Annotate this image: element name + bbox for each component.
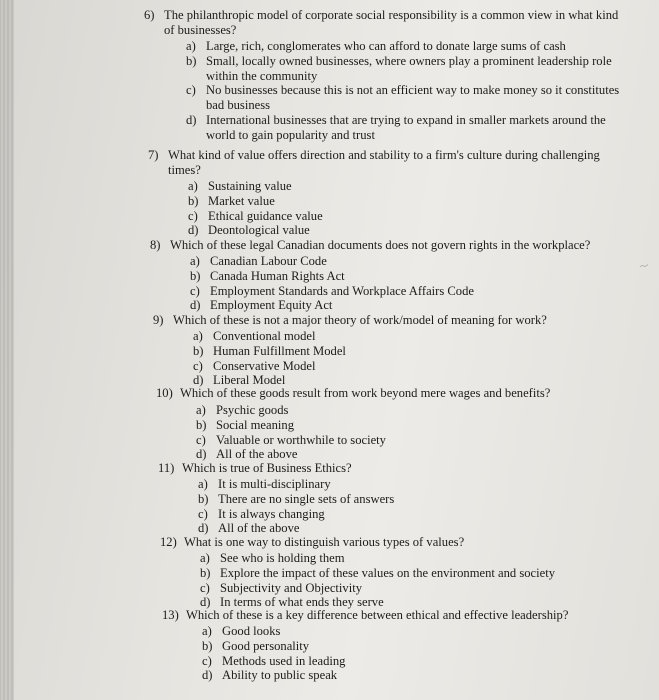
option-10a[interactable] <box>196 403 616 418</box>
question-9 <box>153 313 633 328</box>
options-9 <box>193 329 613 388</box>
option-letter: a) <box>202 624 212 638</box>
question-number: 10) <box>156 386 173 400</box>
option-letter: b) <box>186 53 197 68</box>
option-9a[interactable] <box>193 329 613 344</box>
option-letter: b) <box>200 565 211 580</box>
option-letter: d) <box>190 298 201 313</box>
option-letter: a) <box>186 39 196 53</box>
option-8a[interactable] <box>190 254 610 269</box>
option-text: Explore the impact of these values on the environment and society <box>220 565 556 580</box>
option-letter: d) <box>186 112 197 127</box>
option-text: Deontological value <box>208 223 310 238</box>
question-number: 12) <box>160 535 177 549</box>
question-text: The philanthropic model of corporate social responsibility is a common view in what kind of businesses? <box>164 8 619 37</box>
option-12b[interactable] <box>200 566 640 581</box>
option-text: Psychic goods <box>216 403 289 417</box>
option-text: Small, locally owned businesses, where owners play a prominent leadership role within the community <box>206 53 612 83</box>
option-13a[interactable] <box>202 624 622 639</box>
option-8c[interactable] <box>190 284 610 299</box>
option-text: Employment Equity Act <box>210 298 333 313</box>
option-10b[interactable] <box>196 418 616 433</box>
option-letter: c) <box>202 653 212 668</box>
options-8 <box>190 254 610 313</box>
option-letter: d) <box>188 223 199 238</box>
option-text: Market value <box>208 193 275 208</box>
option-10d[interactable] <box>196 447 616 462</box>
option-text: Human Fulfillment Model <box>213 343 346 358</box>
question-7 <box>148 148 628 177</box>
question-number: 7) <box>148 148 159 162</box>
question-number: 11) <box>158 461 175 475</box>
options-12 <box>200 551 640 610</box>
option-text: Ethical guidance value <box>208 208 323 223</box>
option-11b[interactable] <box>198 492 618 507</box>
question-11 <box>158 461 638 476</box>
option-letter: a) <box>198 477 208 491</box>
option-text: Good looks <box>222 624 281 638</box>
option-text: International businesses that are trying to expand in smaller markets around the world to gain popularity and trust <box>206 112 606 142</box>
option-11c[interactable] <box>198 507 618 522</box>
option-9c[interactable] <box>193 359 613 374</box>
option-13d[interactable] <box>202 668 622 683</box>
option-8d[interactable] <box>190 298 610 313</box>
question-number: 9) <box>153 313 164 327</box>
option-text: Good personality <box>222 638 310 653</box>
option-6b[interactable] <box>186 54 638 84</box>
option-text: Subjectivity and Objectivity <box>220 580 363 595</box>
options-11 <box>198 477 618 536</box>
option-letter: d) <box>202 668 213 683</box>
option-13c[interactable] <box>202 654 622 669</box>
option-7d[interactable] <box>188 223 608 238</box>
option-text: Large, rich, conglomerates who can afford to donate large sums of cash <box>206 39 566 53</box>
question-13 <box>162 608 642 623</box>
option-6c[interactable] <box>186 83 638 113</box>
options-7 <box>188 179 608 238</box>
question-10 <box>156 386 636 401</box>
option-letter: c) <box>196 432 206 447</box>
option-letter: b) <box>202 638 213 653</box>
option-7a[interactable] <box>188 179 608 194</box>
options-13 <box>202 624 622 683</box>
option-letter: a) <box>188 179 198 193</box>
option-letter: d) <box>198 521 209 536</box>
option-13b[interactable] <box>202 639 622 654</box>
question-text: Which is true of Business Ethics? <box>182 461 352 475</box>
option-11a[interactable] <box>198 477 618 492</box>
option-letter: c) <box>186 83 196 98</box>
option-text: It is multi-disciplinary <box>218 477 331 491</box>
question-number: 8) <box>150 238 161 252</box>
option-text: See who is holding them <box>220 551 345 565</box>
option-letter: c) <box>198 506 208 521</box>
question-text: Which of these is a key difference between ethical and effective leadership? <box>186 608 569 622</box>
option-text: Conservative Model <box>213 358 316 373</box>
option-text: Social meaning <box>216 417 294 432</box>
option-text: Methods used in leading <box>222 653 346 668</box>
option-text: Valuable or worthwhile to society <box>216 432 386 447</box>
option-text: Ability to public speak <box>222 668 338 683</box>
option-7b[interactable] <box>188 194 608 209</box>
question-12 <box>160 535 640 550</box>
option-text: No businesses because this is not an efficient way to make money so it constitutes bad business <box>206 83 620 113</box>
option-text: Conventional model <box>213 329 316 343</box>
question-text: What is one way to distinguish various types of values? <box>184 535 465 549</box>
option-text: All of the above <box>218 521 300 536</box>
question-6 <box>144 8 624 37</box>
question-text: What kind of value offers direction and stability to a firm's culture during challenging times? <box>168 148 600 177</box>
option-8b[interactable] <box>190 269 610 284</box>
option-text: Canada Human Rights Act <box>210 268 345 283</box>
option-letter: d) <box>200 595 211 610</box>
option-10c[interactable] <box>196 433 616 448</box>
option-text: There are no single sets of answers <box>218 491 395 506</box>
option-letter: a) <box>193 329 203 343</box>
option-12a[interactable] <box>200 551 640 566</box>
option-text: In terms of what ends they serve <box>220 595 384 610</box>
question-number: 6) <box>144 8 155 22</box>
option-6a[interactable] <box>186 39 638 54</box>
option-7c[interactable] <box>188 209 608 224</box>
options-6 <box>186 39 638 143</box>
option-letter: b) <box>198 491 209 506</box>
question-text: Which of these is not a major theory of work/model of meaning for work? <box>173 313 547 327</box>
option-letter: b) <box>193 343 204 358</box>
options-10 <box>196 403 616 462</box>
question-number: 13) <box>162 608 179 622</box>
question-text: Which of these goods result from work beyond mere wages and benefits? <box>180 386 551 400</box>
option-9b[interactable] <box>193 344 613 359</box>
option-text: Employment Standards and Workplace Affairs Code <box>210 283 474 298</box>
option-letter: a) <box>196 403 206 417</box>
pencil-mark-decoration <box>637 264 651 268</box>
option-letter: c) <box>190 283 200 298</box>
option-6d[interactable] <box>186 113 638 143</box>
question-text: Which of these legal Canadian documents does not govern rights in the workplace? <box>170 238 591 252</box>
option-letter: a) <box>200 551 210 565</box>
option-letter: c) <box>188 208 198 223</box>
option-letter: a) <box>190 254 200 268</box>
option-text: It is always changing <box>218 506 325 521</box>
question-8 <box>150 238 630 253</box>
option-12c[interactable] <box>200 581 640 596</box>
option-letter: c) <box>200 580 210 595</box>
option-letter: b) <box>196 417 207 432</box>
option-text: Sustaining value <box>208 179 292 193</box>
option-letter: d) <box>196 447 207 462</box>
option-text: All of the above <box>216 447 298 462</box>
option-letter: d) <box>193 373 204 388</box>
binder-edge <box>0 0 14 700</box>
option-letter: c) <box>193 358 203 373</box>
option-letter: b) <box>188 193 199 208</box>
option-text: Canadian Labour Code <box>210 254 327 268</box>
option-letter: b) <box>190 268 201 283</box>
option-text: Liberal Model <box>213 373 286 388</box>
option-11d[interactable] <box>198 521 618 536</box>
